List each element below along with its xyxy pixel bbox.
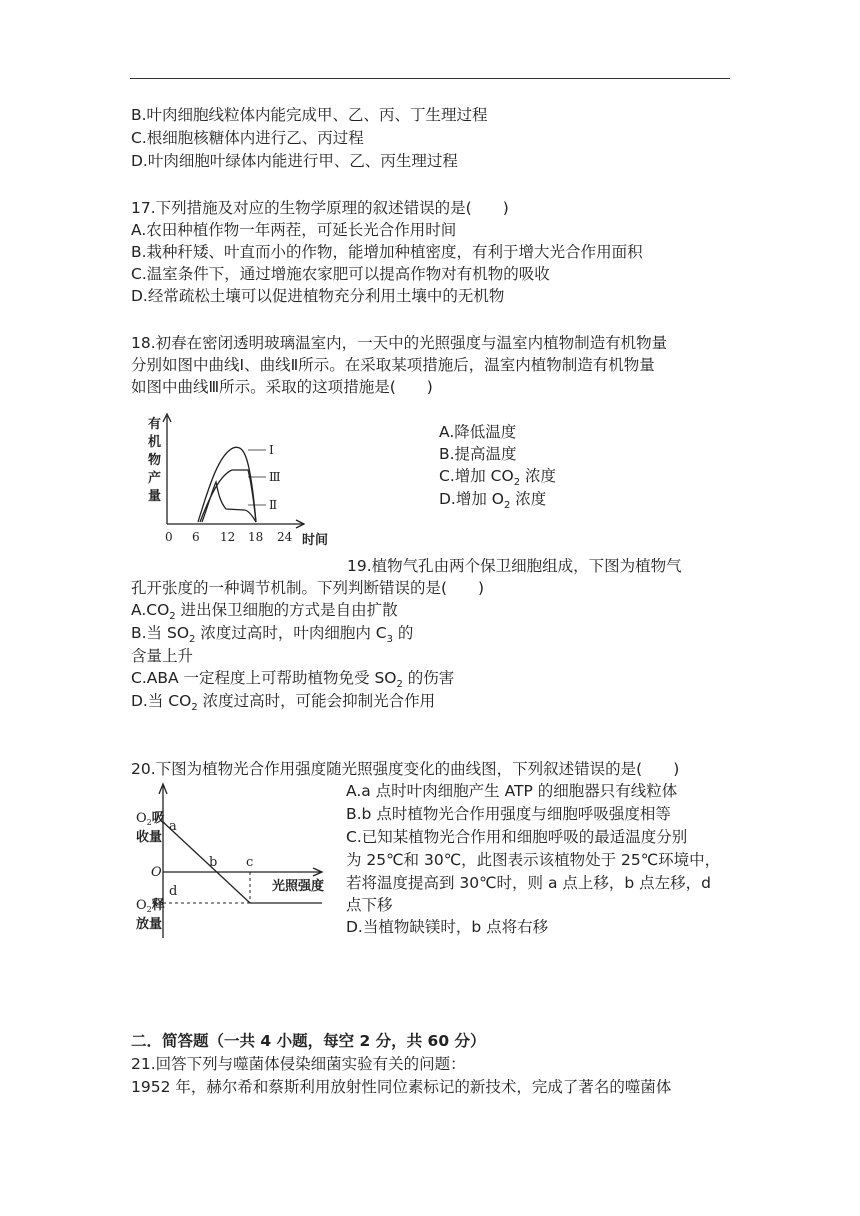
q21-stem: 21.回答下列与噬菌体侵染细菌实验有关的问题： [131,1055,466,1073]
q20-point-d: d [169,884,178,899]
q18-tick-18: 18 [248,530,264,544]
q19-option-b-continued: 含量上升 [131,647,194,665]
q17-option-c: C.温室条件下，通过增施农家肥可以提高作物对有机物的吸收 [131,265,550,283]
q16-option-d: D.叶肉细胞叶绿体内能进行甲、乙、丙生理过程 [131,152,458,170]
q20-option-b: B.b 点时植物光合作用强度与细胞呼吸强度相等 [346,805,671,823]
q18-option-c: C.增加 $CO_2$ 浓度 [439,467,557,489]
q18-ylabel-3: 物 [148,453,162,468]
q18-ylabel-4: 产 [148,471,162,486]
q20-option-d: D.当植物缺镁时，b 点将右移 [346,918,549,936]
q17-option-b: B.栽种秆矮、叶直而小的作物，能增加种植密度，有利于增大光合作用面积 [131,243,643,261]
q20-ylabel-top: $O_2$吸 [136,811,165,827]
q20-option-c-line4: 点下移 [346,896,393,914]
q18-tick-6: 6 [192,530,200,544]
q19-option-c: C.ABA 一定程度上可帮助植物免受 $SO_2$ 的伤害 [131,669,455,691]
q18-option-d: D.增加 $O_2$ 浓度 [439,490,547,512]
q20-xlabel: 光照强度 [272,879,325,894]
q18-label-III: Ⅲ [269,470,281,484]
q20-option-c-line1: C.已知某植物光合作用和细胞呼吸的最适温度分别 [346,828,688,846]
q18-ylabel-5: 量 [148,489,162,504]
section2-heading: 二．简答题（一共 4 小题，每空 2 分，共 60 分） [131,1032,486,1050]
q18-option-b: B.提高温度 [439,445,517,463]
q18-curve-II [202,482,256,522]
q18-xlabel: 时间 [302,533,329,548]
q20-ylabel-bottom: $O_2$释 [136,898,165,914]
q17-stem: 17.下列措施及对应的生物学原理的叙述错误的是( ) [131,199,509,217]
q16-option-b: B.叶肉细胞线粒体内能完成甲、乙、丙、丁生理过程 [131,106,488,124]
q18-option-a: A.降低温度 [439,423,517,441]
q18-tick-12: 12 [220,530,236,544]
q20-ylabel-bottom-2: 放量 [136,917,163,932]
q19-option-b: B.当 $SO_2$ 浓度过高时，叶肉细胞内 $C_3$ 的 [131,624,414,646]
q18-ylabel-2: 机 [148,435,162,450]
q18-ylabel-1: 有 [148,417,162,432]
q18-stem-line3: 如图中曲线Ⅲ所示。采取的这项措施是( ) [131,378,433,396]
q20-stem: 20.下图为植物光合作用强度随光照强度变化的曲线图，下列叙述错误的是( ) [131,760,680,778]
q20-option-c-line3: 若将温度提高到 30℃时，则 a 点上移，b 点左移，d [346,874,712,892]
q20-option-c-line2: 为 25℃和 30℃，此图表示该植物处于 25℃环境中， [346,851,721,869]
q18-tick-0: 0 [165,530,173,544]
q20-photosynthesis-graph [132,778,332,943]
q20-ylabel-top-2: 收量 [136,830,163,845]
q18-tick-24: 24 [277,530,293,544]
q19-option-d: D.当 $CO_2$ 浓度过高时，可能会抑制光合作用 [131,692,436,714]
q17-option-a: A.农田种植作物一年两茬，可延长光合作用时间 [131,221,457,239]
q17-option-d: D.经常疏松土壤可以促进植物充分利用土壤中的无机物 [131,287,505,305]
header-rule [130,78,730,79]
q20-point-a: a [169,819,177,834]
q19-option-a: $A.CO_2$ 进出保卫细胞的方式是自由扩散 [131,601,398,623]
q18-label-I: Ⅰ [269,443,274,457]
q20-point-c: c [246,855,254,870]
q18-stem-line2: 分别如图中曲线Ⅰ、曲线Ⅱ所示。在采取某项措施后，温室内植物制造有机物量 [131,356,655,374]
q21-line1: 1952 年，赫尔希和蔡斯利用放射性同位素标记的新技术，完成了著名的噬菌体 [131,1078,672,1096]
q19-stem-line1: 19.植物气孔由两个保卫细胞组成，下图为植物气 [347,557,682,575]
q18-organic-matter-graph [140,410,340,548]
q20-origin-label: O [151,865,162,880]
q20-point-b: b [209,855,218,870]
q18-curve-III [200,470,256,522]
q16-option-c: C.根细胞核糖体内进行乙、丙过程 [131,129,364,147]
q18-label-II: Ⅱ [269,498,278,512]
q18-stem-line1: 18.初春在密闭透明玻璃温室内，一天中的光照强度与温室内植物制造有机物量 [131,334,668,352]
q20-option-a: A.a 点时叶肉细胞产生 ATP 的细胞器只有线粒体 [346,782,678,800]
q19-stem-line2: 孔开张度的一种调节机制。下列判断错误的是( ) [131,579,485,597]
